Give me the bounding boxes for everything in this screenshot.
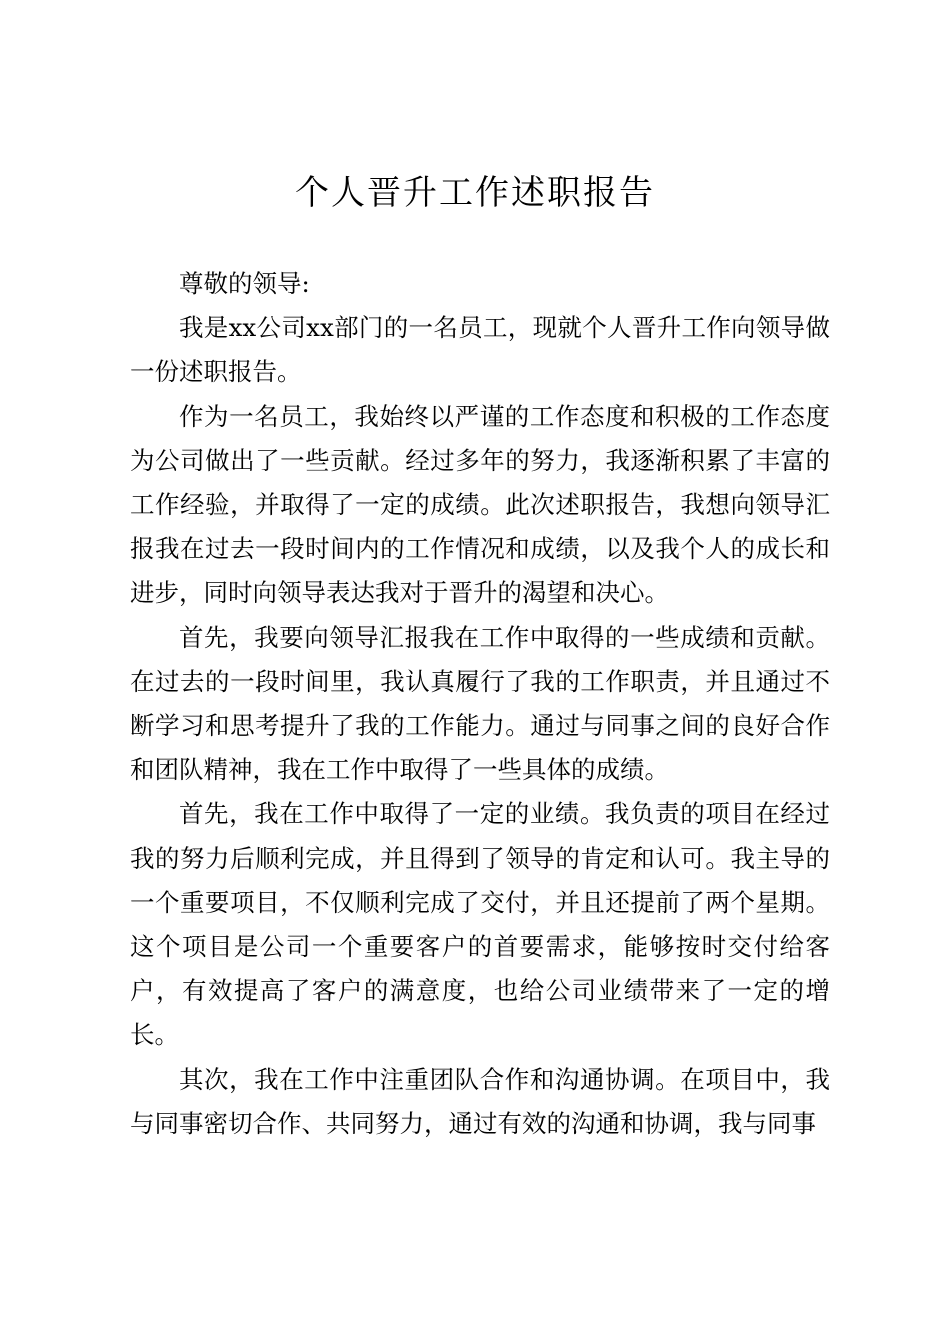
paragraph-overview: 作为一名员工，我始终以严谨的工作态度和积极的工作态度为公司做出了一些贡献。经过多年的努力，我逐渐积累了丰富的工作经验，并取得了一定的成绩。此次述职报告，我想向领导汇报我在过去一段时间内的工作情况和成绩，以及我个人的成长和进步，同时向领导表达我对于晋升的渴望和决心。 (130, 401, 830, 608)
paragraph-teamwork: 其次，我在工作中注重团队合作和沟通协调。在项目中，我与同事密切合作、共同努力，通过有效的沟通和协调，我与同事 (130, 1064, 830, 1138)
document-body (130, 262, 830, 1146)
document-title: 个人晋升工作述职报告 (295, 173, 655, 213)
paragraph-intro: 我是xx公司xx部门的一名员工，现就个人晋升工作向领导做一份述职报告。 (130, 313, 830, 387)
paragraph-achievements: 首先，我要向领导汇报我在工作中取得的一些成绩和贡献。在过去的一段时间里，我认真履行了我的工作职责，并且通过不断学习和思考提升了我的工作能力。通过与同事之间的良好合作和团队精神，我在工作中取得了一些具体的成绩。 (130, 622, 830, 785)
salutation: 尊敬的领导: (179, 269, 310, 298)
paragraph-performance: 首先，我在工作中取得了一定的业绩。我负责的项目在经过我的努力后顺利完成，并且得到了领导的肯定和认可。我主导的一个重要项目，不仅顺利完成了交付，并且还提前了两个星期。这个项目是公司一个重要客户的首要需求，能够按时交付给客户，有效提高了客户的满意度，也给公司业绩带来了一定的增长。 (130, 799, 830, 1050)
